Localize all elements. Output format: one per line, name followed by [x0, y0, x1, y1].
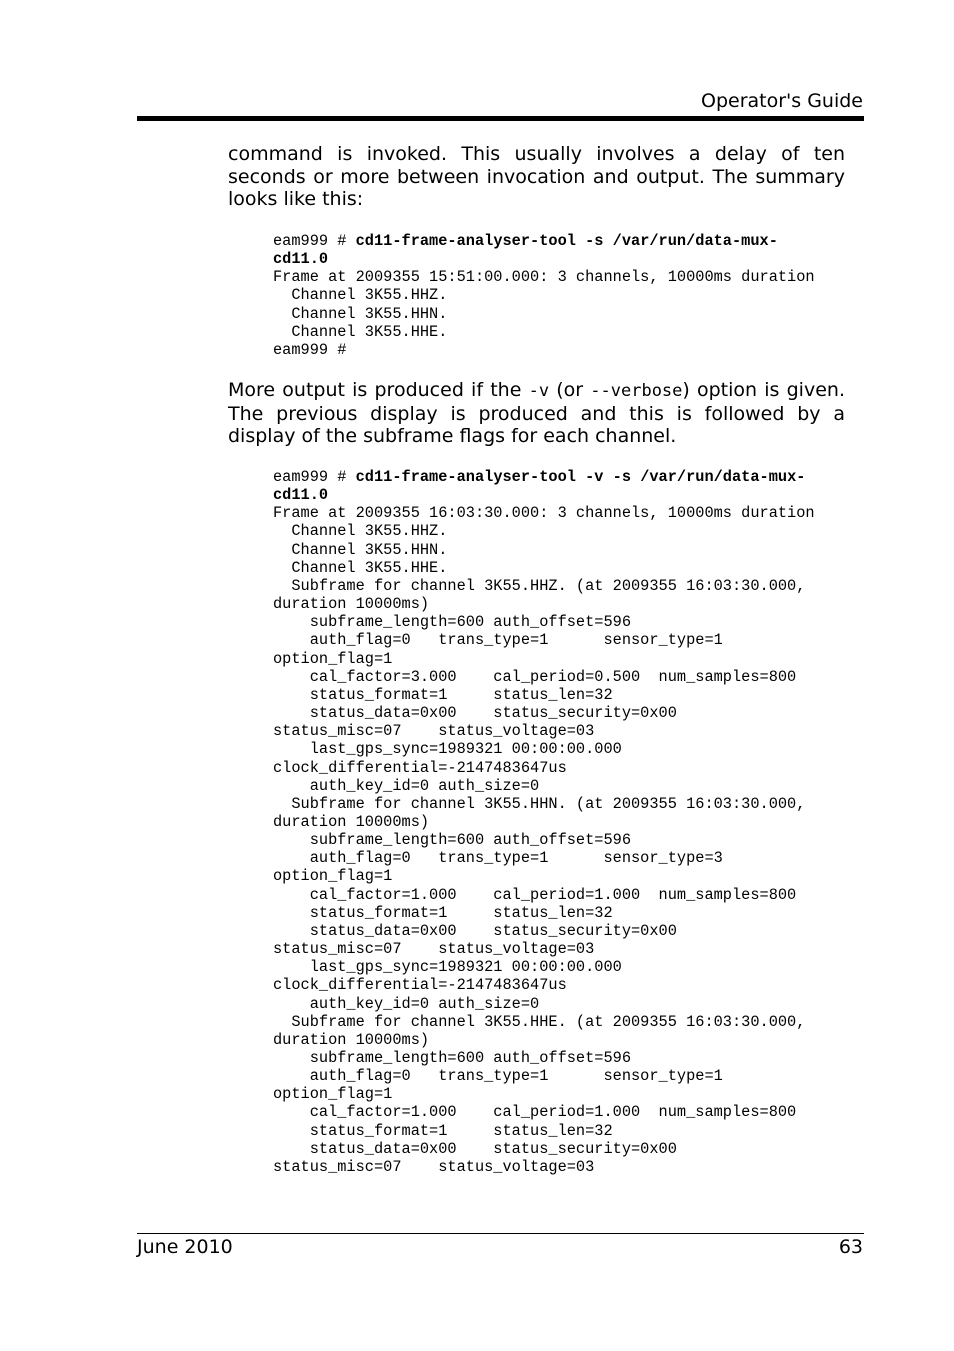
header-rule [137, 116, 864, 121]
code-command-continuation: cd11.0 [273, 250, 329, 269]
footer-date: June 2010 [137, 1236, 233, 1258]
code-block-summary [273, 232, 815, 359]
option-flag-verbose: --verbose [590, 381, 683, 401]
code-command: cd11-frame-analyser-tool -v -s /var/run/data-mux- [355, 468, 806, 486]
page-number: 63 [838, 1236, 863, 1258]
running-header-title: Operator's Guide [700, 90, 863, 112]
code-block-verbose [273, 468, 815, 1176]
text-run: More output is produced if the [228, 379, 529, 401]
code-output: Frame at 2009355 16:03:30.000: 3 channels, 10000ms duration Channel 3K55.HHZ. Channel 3K55.HHN. Channel 3K55.HHE. Subframe for channel 3K55.HHZ. (at 2009355 16:03:30.000, duration 10000ms) subframe_length=600 auth_offset=596 auth_flag=0 trans_type=1 sensor_type=1 option_flag=1 cal_factor=3.000 cal_period=0.500 num_samples=800 status_format=1 status_len=32 status_data=0x00 status_security=0x00 status_misc=07 status_voltage=03 last_gps_sync=1989321 00:00:00.000 clock_differential=-2147483647us auth_key_id=0 auth_size=0 Subframe for channel 3K55.HHN. (at 2009355 16:03:30.000, duration 10000ms) subframe_length=600 auth_offset=596 auth_flag=0 trans_type=1 sensor_type=3 option_flag=1 cal_factor=1.000 cal_period=1.000 num_samples=800 status_format=1 status_len=32 status_data=0x00 status_security=0x00 status_misc=07 status_voltage=03 last_gps_sync=1989321 00:00:00.000 clock_differential=-2147483647us auth_key_id=0 auth_size=0 Subframe for channel 3K55.HHE. (at 2009355 16:03:30.000, duration 10000ms) subframe_length=600 auth_offset=596 auth_flag=0 trans_type=1 sensor_type=1 option_flag=1 cal_factor=1.000 cal_period=1.000 num_samples=800 status_format=1 status_len=32 status_data=0x00 status_security=0x00 status_misc=07 status_voltage=03 [273, 504, 815, 1176]
code-command: cd11-frame-analyser-tool -s /var/run/data-mux- [355, 232, 778, 250]
paragraph-summary-intro: command is invoked. This usually involves a delay of ten seconds or more between invocation and output. The summary looks like this: [228, 143, 845, 210]
paragraph-verbose-intro [228, 379, 845, 448]
code-command-continuation: cd11.0 [273, 486, 329, 505]
code-prompt: eam999 # [273, 232, 356, 250]
footer-rule [137, 1233, 864, 1234]
option-flag-v: -v [528, 381, 550, 401]
text-run: (or [549, 379, 591, 401]
code-output: Frame at 2009355 15:51:00.000: 3 channels, 10000ms duration Channel 3K55.HHZ. Channel 3K55.HHN. Channel 3K55.HHE. eam999 # [273, 268, 815, 359]
text-run: ) option is given. The previous display is produced and this is followed by a display of the subframe flags for each channel. [228, 379, 845, 447]
code-prompt: eam999 # [273, 468, 356, 486]
